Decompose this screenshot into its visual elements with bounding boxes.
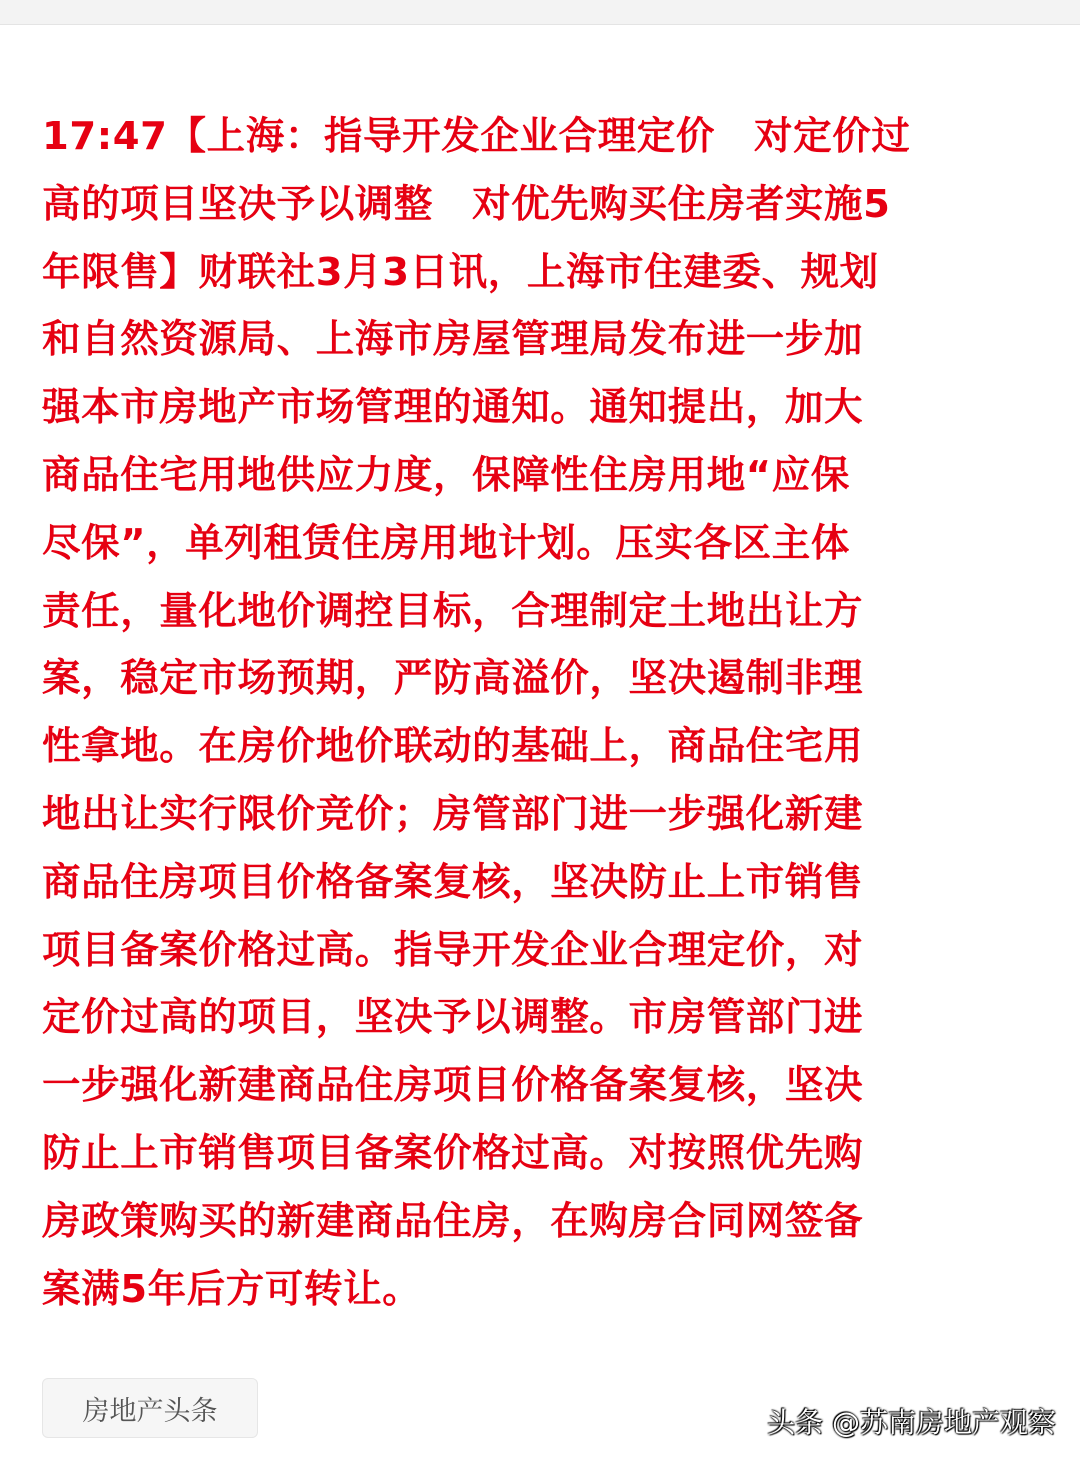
- news-line: 商品住宅用地供应力度，保障性住房用地“应保: [42, 452, 850, 498]
- news-body: [42, 103, 1042, 1323]
- news-line: 案，稳定市场预期，严防高溢价，坚决遏制非理: [42, 656, 864, 702]
- news-line: 定价过高的项目，坚决予以调整。市房管部门进: [42, 995, 864, 1041]
- news-line: 尽保”，单列租赁住房用地计划。压实各区主体: [42, 520, 850, 566]
- source-watermark: 头条 @苏南房地产观察: [767, 1406, 1056, 1439]
- news-line: 年限售】财联社3月3日讯，上海市住建委、规划: [42, 249, 879, 295]
- news-card: [0, 25, 1080, 1464]
- news-line: 高的项目坚决予以调整 对优先购买住房者实施5: [42, 181, 891, 227]
- news-line: 房政策购买的新建商品住房，在购房合同网签备: [42, 1198, 864, 1244]
- news-line: 项目备案价格过高。指导开发企业合理定价，对: [42, 927, 864, 973]
- news-line: 地出让实行限价竞价；房管部门进一步强化新建: [42, 791, 864, 837]
- news-line: 防止上市销售项目备案价格过高。对按照优先购: [42, 1130, 864, 1176]
- news-line: 性拿地。在房价地价联动的基础上，商品住宅用: [42, 724, 864, 770]
- topic-tag-label: 房地产头条: [82, 1395, 218, 1427]
- news-line: 强本市房地产市场管理的通知。通知提出，加大: [42, 385, 864, 431]
- news-line: 案满5年后方可转让。: [42, 1266, 422, 1312]
- news-line: 17:47【上海：指导开发企业合理定价 对定价过: [42, 114, 911, 159]
- news-line: 商品住房项目价格备案复核，坚决防止上市销售: [42, 859, 864, 905]
- news-line: 一步强化新建商品住房项目价格备案复核，坚决: [42, 1063, 864, 1109]
- top-strip: [0, 0, 1080, 24]
- news-line: 责任，量化地价调控目标，合理制定土地出让方: [42, 588, 864, 634]
- topic-tag-button[interactable]: [42, 1378, 258, 1438]
- news-line: 和自然资源局、上海市房屋管理局发布进一步加: [42, 317, 864, 363]
